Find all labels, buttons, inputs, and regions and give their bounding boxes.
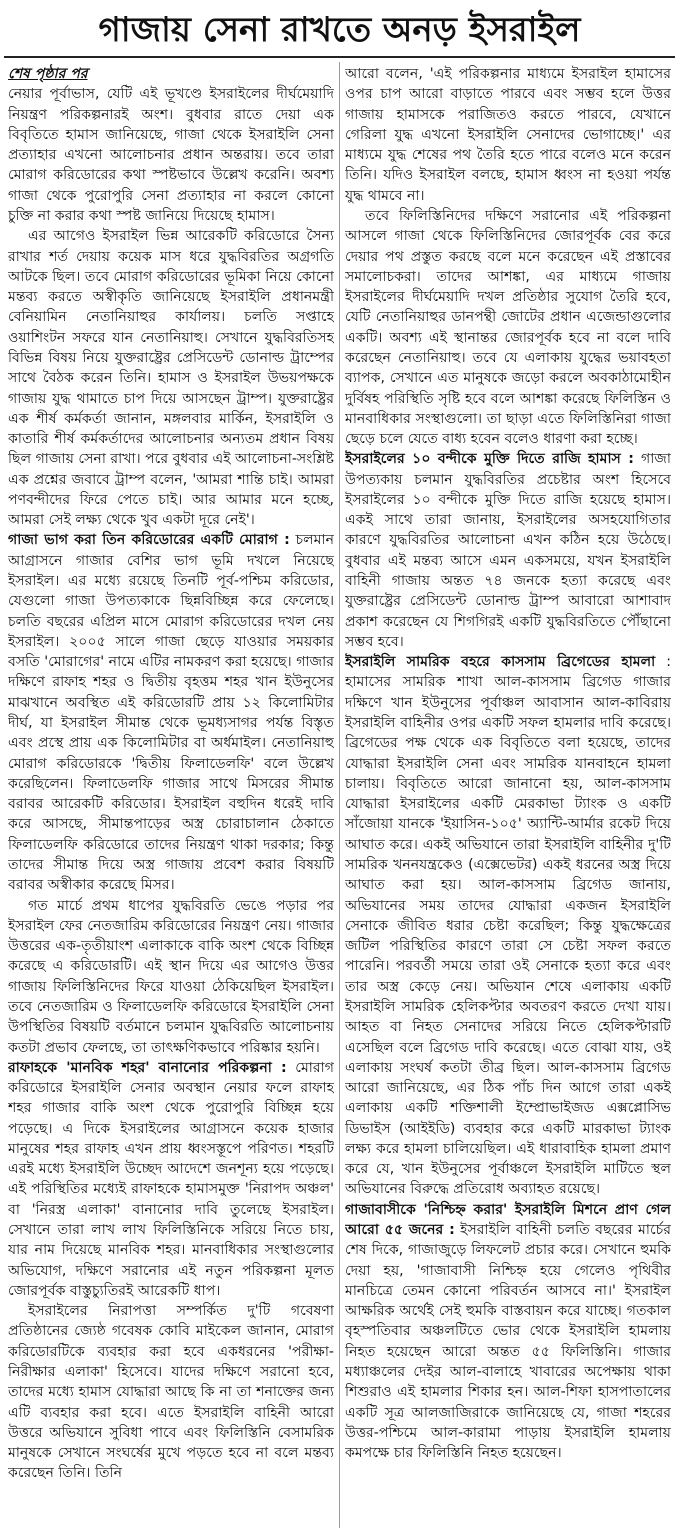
paragraph-text: মোরাগ করিডোরে ইসরাইলি সেনার অবস্থান নেয়ার ফলে রাফাহ শহর গাজার বাকি অংশ থেকে পুরোপুরি বিচ্ছিন্ন হয়ে পড়েছে। এ দিকে ইসরাইলের আগ্রাসনে কয়েক হাজার মানুষের শহর রাফাহ এখন প্রায় ধ্বংসস্তূপে পরিণত। শহরটি এরই মধ্যে ইসরাইলি উচ্ছেদ আদেশে জনশূন্য হয়ে পড়েছে। এই পরিস্থিতির মধ্যেই রাফাহকে হামাসমুক্ত 'নিরাপদ অঞ্চল' বা 'নিরস্ত্র এলাকা' বানানোর দাবি তুলেছে ইসরাইল। সেখানে তারা লাখ লাখ ফিলিস্তিনিকে সরিয়ে নিতে চায়, যার নাম দিয়েছে মানবিক শহর। মানবাধিকার সংস্থাগুলোর অভিযোগ, দক্ষিণে সরানোর এই নতুন পরিকল্পনা মূলত জোরপূর্বক বাস্তুচ্যুতিরই আরেকটি ধাপ। [8,1059,334,1299]
paragraph-text: : হামাসের সামরিক শাখা আল-কাসসাম ব্রিগেড গাজার দক্ষিণে খান ইউনুসের পূর্বাঞ্চল আবাসান আল-কাবিরায় ইসরাইলি বাহিনীর ওপর একটি সফল হামলার দাবি করেছে। ব্রিগেডের পক্ষ থেকে এক বিবৃতিতে বলা হয়েছে, তাদের যোদ্ধারা ইসরাইলি সেনা এবং সামরিক যানবাহনে হামলা চালায়। বিবৃতিতে আরো জানানো হয়, আল-কাসসাম যোদ্ধারা ইসরাইলের একটি মেরকাভা ট্যাংক ও একটি সাঁজোয়া যানকে 'ইয়াসিন-১০৫' অ্যান্টি-আর্মার রকেট দিয়ে আঘাত করে। একই অভিযানে তারা ইসরাইলি বাহিনীর দু'টি সামরিক খননযন্ত্রকেও (এক্সেভেটর) একই ধরনের অস্ত্র দিয়ে আঘাত করা হয়। আল-কাসসাম ব্রিগেড জানায়, অভিযানের সময় তাদের যোদ্ধারা একজন ইসরাইলি সেনাকে জীবিত ধরার চেষ্টা করেছিল; কিন্তু যুদ্ধক্ষেত্রের জটিল পরিস্থিতির কারণে তারা সে চেষ্টা সফল করতে পারেনি। পরবর্তী সময়ে তারা ওই সেনাকে হত্যা করে এবং তার অস্ত্র কেড়ে নেয়। অভিযান শেষে এলাকায় একটি ইসরাইলি সামরিক হেলিকপ্টার অবতরণ করতে দেখা যায়। আহত বা নিহত সেনাদের সরিয়ে নিতে হেলিকপ্টারটি এসেছিল বলে ব্রিগেড দাবি করেছে। এতে বোঝা যায়, ওই এলাকায় সংঘর্ষ কতটা তীব্র ছিল। আল-কাসসাম ব্রিগেড আরো জানিয়েছে, এর ঠিক পাঁচ দিন আগে তারা একই এলাকায় একটি শক্তিশালী ইম্প্রোভাইজড এক্সপ্লোসিভ ডিভাইস (আইইডি) ব্যবহার করে একটি মারকাভা ট্যাংক লক্ষ্য করে হামলা চালিয়েছিল। এই ধারাবাহিক হামলা প্রমাণ করে যে, খান ইউনুসের পূর্বাঞ্চলে ইসরাইলি মাটিতে স্থল অভিযানের বিরুদ্ধে প্রতিরোধ অব্যাহত রয়েছে। [345,654,671,1198]
headline-rule [4,56,675,58]
column-divider [339,62,340,1528]
subheading: গাজা ভাগ করা তিন করিডোরের একটি মোরাগ : [8,532,290,549]
subheading: রাফাহকে 'মানবিক শহর' বানানোর পরিকল্পনা : [8,1059,287,1076]
left-column [8,64,334,1526]
subheading: ইসরাইলের ১০ বন্দীকে মুক্তি দিতে রাজি হামাস : [345,451,634,468]
subheaded-paragraph [345,652,671,1200]
paragraph: ইসরাইলের নিরাপত্তা সম্পর্কিত দু'টি গবেষণা প্রতিষ্ঠানের জ্যেষ্ঠ গবেষক কোবি মাইকেল জানান, মোরাগ করিডোরটিকে ব্যবহার করা হবে একধরনের 'পরীক্ষা-নিরীক্ষার এলাকা' হিসেবে। যাদের দক্ষিণে সরানো হবে, তাদের মধ্যে হামাস যোদ্ধারা আছে কি না তা শনাক্তের জন্য এটি ব্যবহার করা হবে। এতে ইসরাইলি বাহিনী আরো উত্তরে অভিযানে সুবিধা পাবে এবং ফিলিস্তিনি বেসামরিক মানুষকে সেখানে সংঘর্ষের মুখে পড়তে হবে না বলে মন্তব্য করেছেন তিনি। তিনি [8,1303,334,1482]
subheaded-paragraph [8,530,334,895]
subheaded-paragraph [345,1200,671,1464]
paragraph: এর আগেও ইসরাইল ভিন্ন আরেকটি করিডোরে সৈন্য রাখার শর্ত দেয়ায় কয়েক মাস ধরে যুদ্ধবিরতির অগ্রগতি আটকে ছিল। তবে মোরাগ করিডোরের ভূমিকা নিয়ে কোনো মন্তব্য করতে অস্বীকৃতি জানিয়েছে ইসরাইলি প্রধানমন্ত্রী বেনিয়ামিন নেতানিয়াহুর কার্যালয়। চলতি সপ্তাহে ওয়াশিংটন সফরে যান নেতানিয়াহু। সেখানে যুদ্ধবিরতিসহ বিভিন্ন বিষয় নিয়ে যুক্তরাষ্ট্রের প্রেসিডেন্ট ডোনাল্ড ট্রাম্পের সাথে বৈঠক করেন তিনি। হামাস ও ইসরাইল উভয়পক্ষকে গাজায় যুদ্ধ থামাতে চাপ দিয়ে আসছেন ট্রাম্প। যুক্তরাষ্ট্রের এক শীর্ষ কর্মকর্তা জানান, মঙ্গলবার মার্কিন, ইসরাইলি ও কাতারি শীর্ষ কর্মকর্তাদের আলোচনার অন্যতম প্রধান বিষয় ছিল গাজায় সেনা রাখা। পরে বুধবার এই আলোচনা-সংশ্লিষ্ট এক প্রশ্নের জবাবে ট্রাম্প বলেন, 'আমরা শান্তি চাই। আমরা পণবন্দীদের ফিরে পেতে চাই। আর আমার মনে হচ্ছে, আমরা সেই লক্ষ্য থেকে খুব একটা দূরে নেই'। [8,228,334,529]
paragraph-text: ইসরাইলি বাহিনী চলতি বছরের মার্চের শেষ দিকে, গাজাজুড়ে লিফলেট প্রচার করে। সেখানে হুমকি দেয়া হয়, 'গাজাবাসী নিশ্চিহ্ন হয়ে গেলেও পৃথিবীর মানচিত্রে তেমন কোনো পরিবর্তন আসবে না।' ইসরাইল আক্ষরিক অর্থেই সেই হুমকি বাস্তবায়ন করে যাচ্ছে। গতকাল বৃহস্পতিবার অঞ্চলটিতে ভোর থেকে ইসরাইলি হামলায় নিহত হয়েছেন আরো অন্তত ৫৫ ফিলিস্তিনি। গাজার মধ্যাঞ্চলের দেইর আল-বালাহে খাবারের অপেক্ষায় থাকা শিশুরাও এই হামলার শিকার হন। আল-শিফা হাসপাতালের একটি সূত্র আলজাজিরাকে জানিয়েছে যে, গাজা শহরের উত্তর-পশ্চিমে আল-কারামা পাড়ায় ইসরাইলি হামলায় কমপক্ষে চার ফিলিস্তিনি নিহত হয়েছেন। [345,1222,671,1462]
headline: গাজায় সেনা রাখতে অনড় ইসরাইল [98,10,581,50]
paragraph: নেয়ার পূর্বাভাস, যেটি এই ভূখণ্ডে ইসরাইলের দীর্ঘমেয়াদি নিয়ন্ত্রণ পরিকল্পনারই অংশ। বুধবার রাতে দেয়া এক বিবৃতিতে হামাস জানিয়েছে, গাজা থেকে ইসরাইলি সেনা প্রত্যাহার এখনো আলোচনার প্রধান অন্তরায়। তবে তারা মোরাগ করিডোরের কথা স্পষ্টভাবে উল্লেখ করেনি। অবশ্য গাজা থেকে পুরোপুরি সেনা প্রত্যাহার না করলে কোনো চুক্তি না করার কথা স্পষ্ট জানিয়ে দিয়েছে হামাস। [8,86,334,224]
paragraph: তবে ফিলিস্তিনিদের দক্ষিণে সরানোর এই পরিকল্পনা আসলে গাজা থেকে ফিলিস্তিনিদের জোরপূর্বক বের করে দেয়ার পথ প্রস্তুত করছে বলে মনে করেছেন এই প্রস্তাবের সমালোচকরা। তাদের আশঙ্কা, এর মাধ্যমে গাজায় ইসরাইলের দীর্ঘমেয়াদি দখল প্রতিষ্ঠার সুযোগ তৈরি হবে, যেটি নেতানিয়াহুর ডানপন্থী জোটের প্রধান এজেন্ডাগুলোর একটি। অবশ্য এই স্থানান্তর জোরপূর্বক হবে না বলে দাবি করেছেন নেতানিয়াহু। তবে যে এলাকায় যুদ্ধের ভয়াবহতা ব্যাপক, সেখানে এত মানুষকে জড়ো করলে অবকাঠামোহীন দুর্বিষহ পরিস্থিতি সৃষ্টি হবে বলে আশঙ্কা করেছে ফিলিস্তিন ও মানবাধিকার সংস্থাগুলো। তা ছাড়া এতে ফিলিস্তিনিরা গাজা ছেড়ে চলে যেতে বাধ্য হবেন বলেও ধারণা করা হচ্ছে। [345,207,671,448]
continuation-kicker: শেষ পৃষ্ঠার পর [8,66,88,82]
subheaded-paragraph [345,449,671,652]
right-column [345,64,671,1526]
paragraph: আরো বলেন, 'এই পরিকল্পনার মাধ্যমে ইসরাইল হামাসের ওপর চাপ আরো বাড়াতে পারবে এবং সম্ভব হলে উত্তর গাজায় হামাসকে পরাজিতও করতে পারবে, যেখানে গেরিলা যুদ্ধ এখনো ইসরাইলি সেনাদের ভোগাচ্ছে।' এর মাধ্যমে যুদ্ধ শেষের পথ তৈরি হতে পারে বলেও মনে করেন তিনি। যদিও ইসরাইল বলছে, হামাস ধ্বংস না হওয়া পর্যন্ত যুদ্ধ থামবে না। [345,66,671,204]
subheaded-paragraph [8,1058,334,1301]
paragraph-text: চলমান আগ্রাসনে গাজার বেশির ভাগ ভূমি দখলে নিয়েছে ইসরাইল। এর মধ্যে রয়েছে তিনটি পূর্ব-পশ্চিম করিডোর, যেগুলো গাজা উপত্যকাকে ছিন্নবিচ্ছিন্ন করে ফেলেছে। চলতি বছরের এপ্রিল মাসে মোরাগ করিডোরের দখল নেয় ইসরাইল। ২০০৫ সালে গাজা ছেড়ে যাওয়ার সময়কার বসতি 'মোরাগের' নামে এটির নামকরণ করা হয়েছে। গাজার দক্ষিণে রাফাহ শহর ও দ্বিতীয় বৃহত্তম শহর খান ইউনুসের মাঝখানে অবস্থিত এই করিডোরটি প্রায় ১২ কিলোমিটার দীর্ঘ, যা ইসরাইল সীমান্ত থেকে ভূমধ্যসাগর পর্যন্ত বিস্তৃত এবং প্রস্থে প্রায় এক কিলোমিটার বা অর্ধমাইল। নেতানিয়াহু মোরাগ করিডোরকে 'দ্বিতীয় ফিলাডেলফি' বলে উল্লেখ করেছিলেন। ফিলাডেলফি গাজার সাথে মিসরের সীমান্ত বরাবর আরেকটি করিডোর। ইসরাইল বহুদিন ধরেই দাবি করে আসছে, সীমান্তপাড়ের অস্ত্র চোরাচালান ঠেকাতে ফিলাডেলফি করিডোরে তাদের নিয়ন্ত্রণ থাকা দরকার; কিন্তু তাদের সীমান্ত দিয়ে অস্ত্র গাজায় প্রবেশ করার বিষয়টি বরাবর অস্বীকার করেছে মিসর। [8,532,334,894]
paragraph: গত মার্চে প্রথম ধাপের যুদ্ধবিরতি ভেঙে পড়ার পর ইসরাইল ফের নেতজারিম করিডোরের নিয়ন্ত্রণ নেয়। গাজার উত্তরের এক-তৃতীয়াংশ এলাকাকে বাকি অংশ থেকে বিচ্ছিন্ন করেছে এ করিডোরটি। এই স্থান দিয়ে এর আগেও উত্তর গাজায় ফিলিস্তিনিদের ফিরে যাওয়া ঠেকিয়েছিল ইসরাইল। তবে নেতজারিম ও ফিলাডেলফি করিডোরে ইসরাইলি সেনা উপস্থিতির বিষয়টি বর্তমানে চলমান যুদ্ধবিরতি আলোচনায় কতটা প্রভাব ফেলছে, তা তাৎক্ষণিকভাবে পরিষ্কার হয়নি। [8,897,334,1056]
paragraph-text: গাজা উপত্যকায় চলমান যুদ্ধবিরতির প্রচেষ্টার অংশ হিসেবে ইসরাইলের ১০ বন্দীকে মুক্তি দিতে রাজি হয়েছে হামাস। একই সাথে তারা জানায়, ইসরাইলের অসহযোগিতার কারণে যুদ্ধবিরতির আলোচনা এখন কঠিন হয়ে উঠেছে। বুধবার এই মন্তব্য আসে এমন একসময়ে, যখন ইসরাইলি বাহিনী গাজায় অন্তত ৭৪ জনকে হত্যা করেছে এবং যুক্তরাষ্ট্রের প্রেসিডেন্ট ডোনাল্ড ট্রাম্প আবারো আশাবাদ প্রকাশ করেছেন যে শিগগিরই একটি যুদ্ধবিরতিতে পৌঁছানো সম্ভব হবে। [345,451,671,650]
subheading: গাজাবাসীকে 'নিশ্চিহ্ন করার' ইসরাইলি মিশনে প্রাণ গেল আরো ৫৫ জনের : [345,1201,671,1239]
subheading: ইসরাইলি সামরিক বহরে কাসসাম ব্রিগেডের হামলা [345,654,656,671]
